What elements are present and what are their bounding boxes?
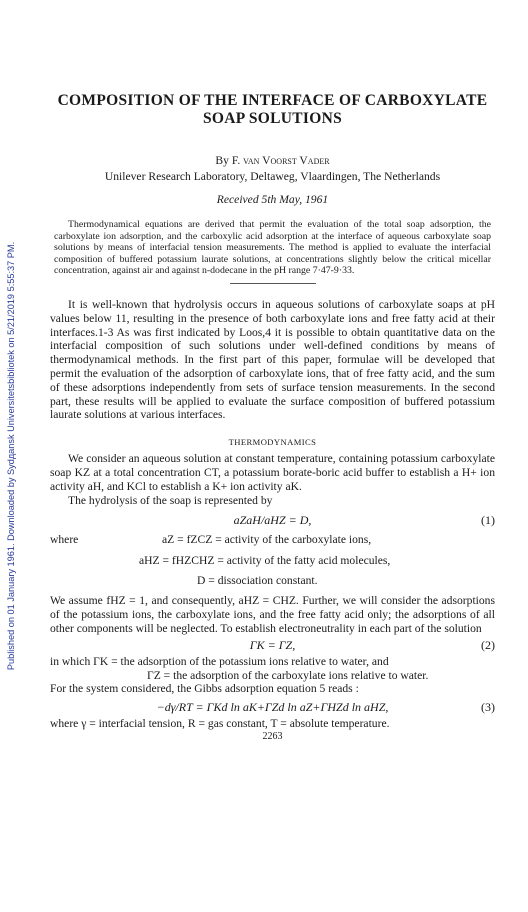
equation-2 [50,636,495,655]
download-stamp-text: Published on 01 January 1961. Downloaded by Sydдansk Universitetsbibliotek on 5/21/2019 5:55:37 PM. [6,241,16,671]
title-line-1: COMPOSITION OF THE INTERFACE OF CARBOXYLATE [57,92,488,109]
paragraph-assumptions: We assume fHZ = 1, and consequently, aHZ = CHZ. Further, we will consider the adsorptions of the potassium ions, the carboxylate ions, and the free fatty acid only; the adsorptions of all other components will be neglected. To establish electroneutrality in each part of the solution [50,594,495,635]
paragraph-hydrolysis: The hydrolysis of the soap is represented by [68,493,273,507]
paragraph-setup: We consider an aqueous solution at constant temperature, containing potassium carboxylate soap KZ at a total concentration CT, a potassium borate-boric acid buffer to establish a H+ ion activity aH, and KCl to establish a K+ ion activity aK. [50,452,495,493]
paragraph-gibbs: For the system considered, the Gibbs adsorption equation 5 reads : [50,682,359,696]
download-stamp-sidebar [0,0,20,912]
intro-paragraph: It is well-known that hydrolysis occurs in aqueous solutions of carboxylate soaps at pH values below 11, resulting in the presence of both carboxylate ions and free fatty acid at their interfaces.1-3 As was first indicated by Loos,4 it is possible to obtain quantitative data on the interfacial composition of such solutions under well-defined conditions by means of thermodynamical methods. In the first part of this paper, formulae will be developed that permit the evaluation of the adsorption of carboxylate ions, that of free fatty acid, and the sum of these adsorptions independently from sets of surface tension measurements. In the second part, these results will be applied to evaluate the surface composition of buffered potassium laurate solutions at various interfaces. [50,297,495,422]
equation-3-number: (3) [481,700,495,715]
equation-2-number: (2) [481,637,495,652]
equation-1-text: aZaH/aHZ = D, [233,513,312,528]
paper-page [50,92,495,742]
received-date: Received 5th May, 1961 [216,193,329,206]
byline-by: By [215,154,232,167]
definition-2-text: aHZ = fHZCHZ = activity of the fatty acid molecules, [139,554,391,568]
definition-3 [50,573,495,588]
byline [50,154,495,168]
affiliation: Unilever Research Laboratory, Deltaweg, Vlaardingen, The Netherlands [104,170,441,183]
paragraph-gamma-k: in which ΓK = the adsorption of the potassium ions relative to water, and [50,654,389,668]
abstract: Thermodynamical equations are derived that permit the evaluation of the total soap adsorption, the carboxylate ion adsorption, and the carboxylic acid adsorption at the interface of aqueous carboxylate soap solutions by means of interfacial tension measurements. The method is applied to evaluate the interfacial composition of buffered potassium laurate solutions, at concentrations slightly below the critical micellar concentration, against air and against n-dodecane in the pH range 7·47-9·33. [54,219,491,277]
equation-2-text: ΓK = ΓZ, [249,637,296,652]
equation-1-number: (1) [481,513,495,528]
definition-2 [50,553,495,568]
definition-1 [50,532,495,547]
equation-3-text: −dγ/RT = ΓKd ln aK+ΓZd ln aZ+ΓHZd ln aHZ, [156,700,389,715]
paper-title [50,92,495,128]
definition-1-text: aZ = fZCZ = activity of the carboxylate ions, [162,533,372,547]
title-line-2: SOAP SOLUTIONS [202,110,342,127]
section-heading: THERMODYNAMICS [228,437,317,448]
page-number: 2263 [262,730,283,742]
abstract-divider [230,283,316,284]
equation-1 [50,511,495,530]
where-label: where [50,533,79,547]
author-name: F. van Voorst Vader [231,154,330,167]
equation-3 [50,698,495,717]
paragraph-where-gamma: where γ = interfacial tension, R = gas constant, T = absolute temperature. [50,717,390,731]
definition-3-text: D = dissociation constant. [197,574,318,588]
paragraph-gamma-z: ΓZ = the adsorption of the carboxylate ions relative to water. [147,668,429,682]
